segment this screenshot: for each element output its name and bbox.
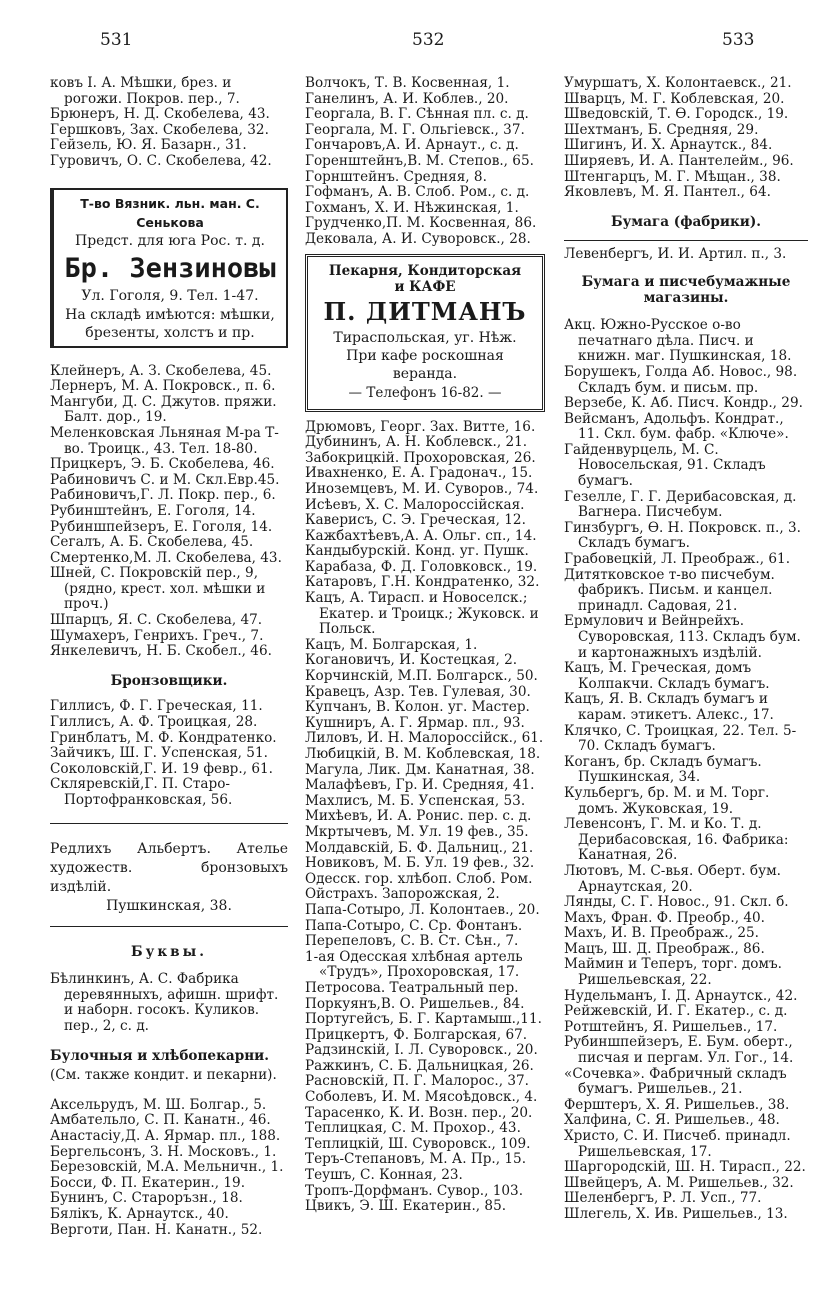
- list-item: Теръ-Степановъ, М. А. Пр., 15.: [305, 1151, 527, 1168]
- list-item: Бунинъ, С. Староръзн., 18.: [50, 1190, 243, 1207]
- list-item: Георгала, В. Г. Сѣнная пл. с. д.: [305, 106, 529, 123]
- list-item: Забокрицкій. Прохоровская, 26.: [305, 449, 536, 466]
- list-item: Кацъ, М. Болгарская, 1.: [305, 636, 478, 653]
- list-item: Ферштеръ, Х. Я. Ришельев., 38.: [564, 1096, 790, 1113]
- list-item: Любицкій, В. М. Коблевская, 18.: [305, 746, 541, 762]
- list-item: Ражкинъ, С. Б. Дальницкая, 26.: [305, 1057, 534, 1074]
- list-item: Махъ, Фран. Ф. Преобр., 40.: [564, 909, 765, 926]
- list-item: Дитятковское т-во писчебум. фабрикъ. Письм. и канцел. принадл. Садовая, 21.: [564, 566, 775, 614]
- section-heading: Бумага и писчебумажные магазины.: [581, 273, 791, 306]
- list-item: Горенштейнъ,В. М. Степов., 65.: [305, 152, 534, 169]
- list-item: Клейнеръ, А. З. Скобелева, 45.: [50, 362, 272, 379]
- list-item: Одесск. гор. хлѣбоп. Слоб. Ром.: [305, 870, 533, 887]
- boxed-entry: Редлихъ Альбертъ. Ателье художеств. бронзовыхъ издѣлій.: [50, 840, 288, 895]
- list-item: Рубинштейнъ, Е. Гоголя, 14.: [50, 502, 256, 519]
- list-item: Кушниръ, А. Г. Ярмар. пл., 93.: [305, 714, 525, 731]
- list-item: Лиловъ, И. Н. Малороссійск., 61.: [305, 730, 544, 747]
- entries-list: [50, 1098, 288, 1238]
- list-item: Махъ, И. В. Преображ., 25.: [564, 925, 759, 942]
- list-item: Штенгарцъ, М. Г. Мѣщан., 38.: [564, 168, 781, 185]
- list-item: Босси, Ф. П. Екатерин., 19.: [50, 1174, 246, 1191]
- list-item: Когановичъ, И. Костецкая, 2.: [305, 652, 518, 669]
- ad-name: П. ДИТМАНЪ: [323, 296, 527, 326]
- boxed-entry: Пушкинская, 38.: [106, 897, 232, 914]
- list-item: Ойстрахъ. Запорожская, 2.: [305, 886, 500, 903]
- list-item: Шведовскій, Т. Ѳ. Городск., 19.: [564, 106, 789, 123]
- ad-line: Т-во Вязник. льн. ман. С. Сенькова: [80, 195, 260, 230]
- ad-line: Ул. Гоголя, 9. Тел. 1-47.: [81, 287, 259, 304]
- ad-ditman: [305, 254, 545, 412]
- ad-line: и КАФЕ: [394, 278, 456, 295]
- list-item: Португейсъ, Б. Г. Картамыш.,11.: [305, 1011, 542, 1028]
- list-item: Радзинскій, І. Л. Суворовск., 20.: [305, 1042, 538, 1059]
- list-item: Махлисъ, М. Б. Успенская, 53.: [305, 792, 526, 809]
- list-item: Гейзель, Ю. Я. Базарн., 31.: [50, 137, 247, 154]
- list-item: Корчинскій, М.П. Болгарск., 50.: [305, 668, 538, 685]
- list-item: Малафѣевъ, Гр. И. Средняя, 41.: [305, 777, 535, 794]
- list-item: Соколовскій,Г. И. 19 февр., 61.: [50, 760, 273, 777]
- list-item: Шлегель, Х. Ив. Ришельев., 13.: [564, 1205, 788, 1222]
- list-item: Ганелинъ, А. И. Коблев., 20.: [305, 90, 509, 107]
- ad-line: Тираспольская, уг. Нѣж.: [333, 329, 517, 346]
- list-item: Тарасенко, К. И. Возн. пер., 20.: [305, 1104, 533, 1121]
- ad-zenzinovy: [50, 188, 288, 348]
- list-item: Маймин и Теперъ, торг. домъ. Ришельевская, 22.: [564, 956, 782, 989]
- ad-line: Предст. для юга Рос. т. д.: [75, 232, 265, 249]
- list-item: Шварцъ, М. Г. Коблевская, 20.: [564, 90, 785, 107]
- ad-line: При кафе роскошная веранда.: [346, 347, 504, 382]
- divider: [50, 926, 288, 927]
- list-item: Швейцеръ, А. М. Ришельев., 32.: [564, 1174, 794, 1191]
- column-left: [50, 76, 288, 1238]
- list-item: Карабаза, Ф. Д. Головковск., 19.: [305, 558, 538, 575]
- list-item: Прицкертъ, Ф. Болгарская, 67.: [305, 1026, 528, 1043]
- ad-line: — Телефонъ 16-82. —: [348, 384, 502, 401]
- list-item: Петросова. Театральный пер.: [305, 979, 519, 996]
- list-item: Клячко, С. Троицкая, 22. Тел. 5-70. Складъ бумагъ.: [564, 722, 797, 755]
- list-item: Теушъ, С. Конная, 23.: [305, 1167, 463, 1184]
- section-heading: Бумага (фабрики).: [610, 213, 762, 230]
- section-note: (См. также кондит. и пекарни).: [50, 1067, 277, 1084]
- list-item: Дрюмовъ, Георг. Зах. Витте, 16.: [305, 418, 536, 435]
- list-item: Цвикъ, Э. Ш. Екатерин., 85.: [305, 1198, 507, 1215]
- list-item: Георгала, М. Г. Ольгіевск., 37.: [305, 121, 525, 138]
- list-item: Каверисъ, С. Э. Греческая, 12.: [305, 512, 526, 529]
- list-item: Левенбергъ, И. И. Артил. п., 3.: [564, 246, 787, 263]
- list-item: Яковлевъ, М. Я. Пантел., 64.: [564, 184, 771, 201]
- list-item: Коганъ, бр. Складъ бумагъ. Пушкинская, 34.: [564, 753, 762, 786]
- list-item: Рубиншпейзеръ, Е. Бум. оберт., писчая и пергам. Ул. Гог., 14.: [564, 1034, 794, 1067]
- divider: [564, 240, 808, 241]
- list-item: Шней, С. Покровскій пер., 9, (рядно, крест. хол. мѣшки и проч.): [50, 565, 266, 613]
- list-item: Теплицкая, С. М. Прохор., 43.: [305, 1120, 521, 1137]
- list-item: Дековала, А. И. Суворовск., 28.: [305, 230, 531, 247]
- list-item: Шигинъ, И. Х. Арнаутск., 84.: [564, 137, 773, 154]
- list-item: Катаровъ, Г.Н. Кондратенко, 32.: [305, 574, 540, 591]
- list-item: Гиллисъ, Ф. Г. Греческая, 11.: [50, 698, 263, 715]
- list-item: Гончаровъ,А. И. Арнаут., с. д.: [305, 137, 519, 154]
- page-number-center: 532: [412, 30, 445, 50]
- divider: [50, 823, 288, 824]
- list-item: Кацъ, М. Греческая, домъ Колпакчи. Складъ бумагъ.: [564, 660, 770, 692]
- list-item: Мангуби, Д. С. Джутов. пряжи. Балт. дор., 19.: [50, 393, 277, 426]
- list-item: Грабовецкій, Л. Преображ., 61.: [564, 551, 791, 568]
- list-item: Кульбергъ, бр. М. и М. Торг. домъ. Жуковская, 19.: [564, 784, 770, 817]
- list-item: Лютовъ, М. С-вья. Оберт. бум. Арнаутская, 20.: [564, 862, 781, 895]
- list-item: Перепеловъ, С. В. Ст. Сѣн., 7.: [305, 933, 519, 950]
- list-item: Прицкеръ, Э. Б. Скобелева, 46.: [50, 456, 275, 473]
- list-item: Нудельманъ, І. Д. Арнаутск., 42.: [564, 987, 798, 1004]
- list-item: Грудченко,П. М. Косвенная, 86.: [305, 215, 537, 232]
- list-item: Рабиновичъ С. и М. Скл.Евр.45.: [50, 471, 280, 488]
- list-item: Иноземцевъ, М. И. Суворов., 74.: [305, 480, 539, 497]
- list-item: Христо, С. И. Писчеб. принадл. Ришельевская, 17.: [564, 1128, 791, 1160]
- list-item: Шехтманъ, Б. Средняя, 29.: [564, 121, 759, 138]
- list-item: Гершковъ, Зах. Скобелева, 32.: [50, 121, 269, 138]
- list-item: Бялікъ, К. Арнаутск., 40.: [50, 1205, 229, 1222]
- list-item: Анастасіу,Д. А. Ярмар. пл., 188.: [50, 1127, 281, 1144]
- list-item: Новиковъ, М. Б. Ул. 19 фев., 32.: [305, 855, 535, 872]
- list-item: Сегалъ, А. Б. Скобелева, 45.: [50, 534, 254, 551]
- list-item: Мкртычевъ, М. Ул. 19 фев., 35.: [305, 823, 529, 840]
- list-item: Халфина, С. Я. Ришельев., 48.: [564, 1112, 780, 1129]
- list-item: Гиллисъ, А. Ф. Троицкая, 28.: [50, 714, 258, 731]
- page-number-right: 533: [722, 30, 755, 50]
- list-item: Гайденвурцель, М. С. Новосельская, 91. Складъ бумагъ.: [564, 441, 766, 490]
- entries-list: [305, 76, 545, 248]
- list-item: Гохманъ, Х. И. Нѣжинская, 1.: [305, 199, 519, 216]
- list-item: Борушекъ, Голда Аб. Новос., 98. Складъ бум. и письм. пр.: [564, 363, 798, 396]
- list-item: Кравецъ, Азр. Тев. Гулевая, 30.: [305, 683, 531, 700]
- list-item: Соболевъ, И. М. Мясоѣдовск., 4.: [305, 1089, 538, 1106]
- ad-line: Пекарня, Кондиторская: [328, 262, 522, 279]
- list-item: Теплицкій, Ш. Суворовск., 109.: [305, 1135, 531, 1152]
- list-item: Расновскій, П. Г. Малорос., 37.: [305, 1073, 529, 1090]
- list-item: Мацъ, Ш. Д. Преображ., 86.: [564, 940, 765, 957]
- list-item: Лянды, С. Г. Новос., 91. Скл. б.: [564, 894, 789, 911]
- entries-list: [305, 420, 545, 1215]
- list-item: Зайчикъ, Ш. Г. Успенская, 51.: [50, 745, 268, 762]
- list-item: Амбательло, С. П. Канатн., 46.: [50, 1112, 271, 1129]
- section-heading: Бронзовщики.: [110, 672, 228, 689]
- list-item: Гофманъ, А. В. Слоб. Ром., с. д.: [305, 184, 530, 201]
- entries-list: [564, 318, 808, 1222]
- entries-list: [50, 76, 288, 170]
- list-item: Исѣевъ, Х. С. Малороссійская.: [305, 496, 525, 513]
- list-item: Купчанъ, В. Колон. уг. Мастер.: [305, 699, 530, 716]
- list-item: Папа-Сотыро, Л. Колонтаев., 20.: [305, 901, 540, 918]
- list-item: Шпарцъ, Я. С. Скобелева, 47.: [50, 612, 263, 629]
- list-item: Верготи, Пан. Н. Канатн., 52.: [50, 1221, 263, 1238]
- list-item: Гезелле, Г. Г. Дерибасовская, д. Вагнера. Писчебум.: [564, 488, 797, 521]
- list-item: Шумахеръ, Генрихъ. Греч., 7.: [50, 627, 264, 644]
- list-item: Кацъ, А. Тирасп. и Новоселск.; Екатер. и Троицк.; Жуковск. и Польск.: [305, 590, 539, 638]
- list-item: Смертенко,М. Л. Скобелева, 43.: [50, 549, 282, 566]
- list-item: Гуровичъ, О. С. Скобелева, 42.: [50, 152, 272, 169]
- section-heading: Булочныя и хлѣбопекарни.: [50, 1047, 269, 1064]
- list-item: Молдавскій, Б. Ф. Дальниц., 21.: [305, 839, 534, 856]
- ad-name: Бр. Зензиновы: [64, 252, 276, 284]
- entries-list: [50, 364, 288, 660]
- list-item: Ротштейнъ, Я. Ришельев., 17.: [564, 1018, 778, 1035]
- list-item: Поркуянъ,В. О. Ришельев., 84.: [305, 995, 525, 1012]
- list-item: Гинзбургъ, Ѳ. Н. Покровск. п., 3. Складъ бумагъ.: [564, 519, 801, 552]
- list-item: Лернеръ, М. А. Покровск., п. 6.: [50, 378, 276, 395]
- list-item: Ширяевъ, И. А. Пантелейм., 96.: [564, 152, 794, 169]
- list-item: Березовскій, М.А. Мельничн., 1.: [50, 1159, 284, 1176]
- list-item: Шеленбергъ, Р. Л. Усп., 77.: [564, 1190, 762, 1207]
- list-item: Кажбахтѣевъ,А. А. Ольг. сп., 14.: [305, 527, 537, 544]
- column-center: [305, 76, 545, 1215]
- list-item: Умуршатъ, Х. Колонтаевск., 21.: [564, 75, 792, 91]
- list-item: Акц. Южно-Русское о-во печатнаго дѣла. Писч. и книжн. маг. Пушкинская, 18.: [564, 317, 792, 365]
- list-item: Ермулович и Вейнрейхъ. Суворовская, 113. Складъ бум. и картонажныхъ издѣлій.: [564, 613, 801, 661]
- list-item: Дубининъ, А. Н. Коблевск., 21.: [305, 434, 528, 451]
- list-item: Скляревскій,Г. П. Старо-Портофранковская, 56.: [50, 776, 233, 808]
- list-item: 1-ая Одесская хлѣбная артель «Трудъ», Прохоровская, 17.: [305, 948, 523, 981]
- page-number-left: 531: [100, 30, 133, 50]
- list-item: Кацъ, Я. В. Складъ бумагъ и карам. этикетъ. Алекс., 17.: [564, 691, 774, 723]
- list-item: Бергельсонъ, З. Н. Московъ., 1.: [50, 1143, 277, 1160]
- column-right: [564, 76, 808, 1223]
- list-item: Аксельрудъ, М. Ш. Болгар., 5.: [50, 1096, 267, 1113]
- list-item: «Сочевка». Фабричный складъ бумагъ. Ришельев., 21.: [564, 1065, 787, 1098]
- list-item: Шаргородскій, Ш. Н. Тирасп., 22.: [564, 1159, 806, 1176]
- list-item: Брюнеръ, Н. Д. Скобелева, 43.: [50, 106, 270, 123]
- list-item: Янкелевичъ, Н. Б. Скобел., 46.: [50, 643, 272, 660]
- list-item: Левенсонъ, Г. М. и Ко. Т. д. Дерибасовская, 16. Фабрика: Канатная, 26.: [564, 816, 789, 864]
- section-heading: Буквы.: [131, 943, 207, 960]
- list-item: Магула, Лик. Дм. Канатная, 38.: [305, 761, 535, 778]
- list-item: Вейсманъ, Адольфъ. Кондрат., 11. Скл. бум. фабр. «Ключе».: [564, 410, 789, 443]
- list-item: Гринблатъ, М. Ф. Кондратенко.: [50, 729, 277, 746]
- list-item: Меленковская Льняная М-ра Т-во. Троицк., 43. Тел. 18-80.: [50, 424, 279, 457]
- entries-list: [564, 76, 808, 201]
- list-item: Михѣевъ, И. А. Ронис. пер. с. д.: [305, 808, 532, 825]
- list-item: Рейжевскій, И. Г. Екатер., с. д.: [564, 1003, 788, 1020]
- list-item: Волчокъ, Т. В. Косвенная, 1.: [305, 75, 510, 91]
- list-item: Тропъ-Дорфманъ. Сувор., 103.: [305, 1182, 524, 1199]
- list-item: Ивахненко, Е. А. Градонач., 15.: [305, 465, 533, 482]
- list-item: Бѣлинкинъ, А. С. Фабрика деревянныхъ, афишн. шрифт. и наборн. госокъ. Куликов. пер., 2, с. д.: [50, 971, 279, 1034]
- list-item: Кандыбурскій. Конд. уг. Пушк.: [305, 543, 529, 560]
- list-item: Горнштейнъ. Средняя, 8.: [305, 168, 487, 185]
- list-item: Папа-Сотыро, С. Ср. Фонтанъ.: [305, 917, 523, 934]
- entries-list: [50, 699, 288, 808]
- list-item: ковъ І. А. Мѣшки, брез. и рогожи. Покров. пер., 7.: [50, 75, 240, 107]
- list-item: Верзебе, К. Аб. Писч. Кондр., 29.: [564, 395, 803, 412]
- list-item: Рубиншпейзеръ, Е. Гоголя, 14.: [50, 518, 273, 535]
- ad-line: На складѣ имѣются: мѣшки, брезенты, холстъ и пр.: [65, 306, 275, 341]
- list-item: Рабиновичъ,Г. Л. Покр. пер., 6.: [50, 487, 276, 504]
